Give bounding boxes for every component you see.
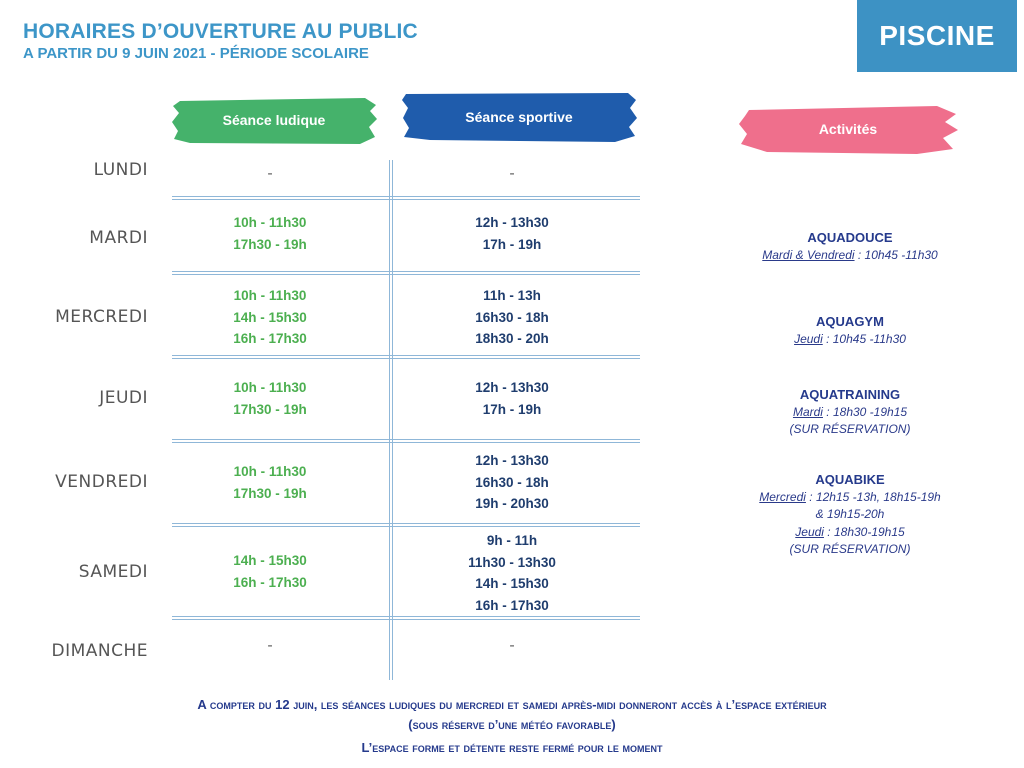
cell-jeudi-ludique: [170, 377, 370, 420]
activity-aquadouce: [740, 229, 960, 264]
time-slot: 17h - 19h: [482, 236, 542, 252]
page-title: HORAIRES D’OUVERTURE AU PUBLIC: [23, 20, 418, 43]
time-slot: 10h - 11h30: [233, 380, 307, 395]
day-mardi: MARDI: [89, 228, 148, 248]
cell-lundi-sportive: [412, 163, 612, 185]
time-slot: 11h - 13h: [483, 288, 541, 303]
piscine-badge: [857, 0, 1017, 72]
empty-slot: -: [267, 637, 273, 654]
cell-mardi-sportive: [412, 212, 612, 255]
activity-schedule-line: [740, 421, 960, 439]
activity-schedule-line: [740, 524, 960, 542]
cell-lundi-ludique: [170, 163, 370, 185]
cell-mercredi-ludique: [170, 285, 370, 350]
activity-time: : 12h15 -13h, 18h15-19h: [805, 489, 941, 504]
piscine-label: PISCINE: [879, 20, 995, 51]
header-activites-label: Activités: [818, 121, 878, 137]
empty-slot: -: [267, 165, 273, 182]
time-slot: 18h30 - 20h: [475, 331, 549, 346]
cell-dimanche-sportive: [412, 635, 612, 657]
empty-slot: -: [509, 165, 515, 182]
activity-schedule-line: [740, 541, 960, 559]
time-slot: 9h - 11h: [486, 533, 538, 548]
row-divider: [172, 616, 640, 620]
header-ludique-label: Séance ludique: [222, 112, 326, 128]
activity-time: : 10h45 -11h30: [822, 331, 906, 346]
activity-day: Jeudi: [795, 524, 824, 539]
activity-name: AQUABIKE: [815, 472, 885, 487]
activity-time: : 18h30-19h15: [823, 524, 905, 539]
time-slot: 12h - 13h30: [475, 215, 549, 230]
activity-time: (SUR RÉSERVATION): [789, 422, 911, 436]
time-slot: 12h - 13h30: [475, 380, 549, 395]
header-activites: [737, 102, 959, 156]
time-slot: 17h30 - 19h: [233, 236, 307, 252]
time-slot: 14h - 15h30: [475, 576, 549, 591]
activity-day: Mardi & Vendredi: [762, 247, 855, 262]
time-slot: 14h - 15h30: [233, 309, 307, 325]
cell-vendredi-ludique: [170, 461, 370, 504]
day-jeudi: JEUDI: [99, 388, 148, 408]
day-dimanche: DIMANCHE: [51, 641, 148, 661]
cell-jeudi-sportive: [412, 377, 612, 420]
header-ludique: [170, 95, 378, 147]
day-lundi: LUNDI: [93, 160, 148, 180]
footer-note-3: L’espace forme et détente reste fermé pour le moment: [361, 740, 663, 755]
cell-vendredi-sportive: [412, 450, 612, 515]
row-divider: [172, 523, 640, 527]
time-slot: 19h - 20h30: [475, 496, 549, 511]
cell-samedi-sportive: [412, 530, 612, 616]
column-divider: [389, 160, 393, 680]
time-slot: 10h - 11h30: [233, 464, 307, 479]
activity-time: & 19h15-20h: [815, 507, 885, 521]
time-slot: 12h - 13h30: [475, 453, 549, 468]
time-slot: 16h - 17h30: [475, 597, 549, 613]
day-samedi: SAMEDI: [78, 562, 148, 582]
activity-time: (SUR RÉSERVATION): [789, 542, 911, 556]
activity-aquatraining: [740, 386, 960, 439]
time-slot: 16h30 - 18h: [475, 474, 549, 490]
header-sportive: [400, 90, 638, 144]
activity-time: : 18h30 -19h15: [822, 404, 908, 419]
row-divider: [172, 439, 640, 443]
day-mercredi: MERCREDI: [55, 307, 148, 327]
footer-note-1: A compter du 12 juin, les séances ludiques du mercredi et samedi après-midi donneront accès à l’espace extérieur: [197, 697, 827, 712]
activity-name: AQUATRAINING: [799, 387, 901, 402]
cell-samedi-ludique: [170, 550, 370, 593]
page-subtitle: A PARTIR DU 9 JUIN 2021 - PÉRIODE SCOLAIRE: [23, 45, 369, 62]
cell-mardi-ludique: [170, 212, 370, 255]
activity-name: AQUADOUCE: [807, 230, 893, 245]
footer-note-2: (sous réserve d’une météo favorable): [408, 717, 616, 732]
time-slot: 14h - 15h30: [233, 553, 307, 568]
time-slot: 11h30 - 13h30: [468, 554, 556, 570]
row-divider: [172, 355, 640, 359]
activity-schedule-line: [740, 489, 960, 507]
activity-schedule-line: [740, 331, 960, 349]
activity-day: Jeudi: [794, 331, 823, 346]
activity-time: : 10h45 -11h30: [854, 247, 938, 262]
activity-schedule-line: [740, 404, 960, 422]
time-slot: 16h - 17h30: [233, 574, 307, 590]
row-divider: [172, 271, 640, 275]
time-slot: 16h - 17h30: [233, 331, 307, 346]
time-slot: 10h - 11h30: [233, 288, 307, 303]
activity-aquabike: [740, 471, 960, 559]
empty-slot: -: [509, 637, 515, 654]
time-slot: 16h30 - 18h: [475, 309, 549, 325]
time-slot: 10h - 11h30: [233, 215, 307, 230]
activity-name: AQUAGYM: [816, 314, 884, 329]
time-slot: 17h - 19h: [482, 401, 542, 417]
cell-mercredi-sportive: [412, 285, 612, 350]
header-sportive-label: Séance sportive: [465, 109, 573, 125]
cell-dimanche-ludique: [170, 635, 370, 657]
row-divider: [172, 196, 640, 200]
activity-aquagym: [740, 313, 960, 348]
time-slot: 17h30 - 19h: [233, 485, 307, 501]
activity-day: Mardi: [792, 404, 823, 419]
activity-schedule-line: [740, 247, 960, 265]
activity-schedule-line: [740, 506, 960, 524]
time-slot: 17h30 - 19h: [233, 401, 307, 417]
day-vendredi: VENDREDI: [55, 472, 148, 492]
activity-day: Mercredi: [759, 489, 806, 504]
